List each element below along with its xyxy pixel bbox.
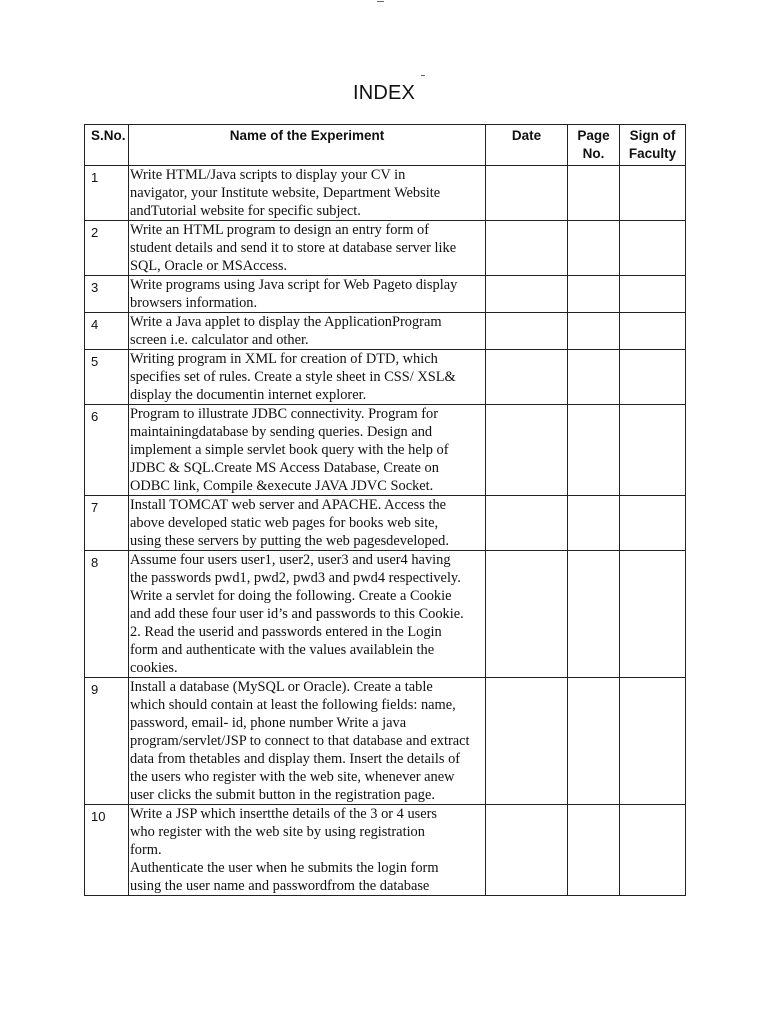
table-row: [85, 166, 686, 221]
row-serial-number: 9: [85, 678, 129, 805]
row-faculty-sign-cell: [620, 276, 686, 313]
header-sign: Sign of Faculty: [620, 125, 686, 166]
row-page-cell: [568, 678, 620, 805]
table-row: [85, 805, 686, 896]
row-date-cell: [486, 678, 568, 805]
row-serial-number: 1: [85, 166, 129, 221]
table-row: [85, 276, 686, 313]
row-experiment-name: Assume four users user1, user2, user3 and user4 having the passwords pwd1, pwd2, pwd3 and pwd4 respectively. Write a servlet for doing the following. Create a Cookie and add these four user id’s and passwords to this Cookie. 2. Read the userid and passwords entered in the Login form and authenticate with the values availablein the cookies.: [129, 551, 486, 678]
row-faculty-sign-cell: [620, 678, 686, 805]
row-faculty-sign-cell: [620, 405, 686, 496]
top-mark: [377, 1, 384, 2]
row-experiment-name: Install TOMCAT web server and APACHE. Access the above developed static web pages for books web site, using these servers by putting the web pagesdeveloped.: [129, 496, 486, 551]
table-header-row: [85, 125, 686, 166]
header-date: Date: [486, 125, 568, 166]
row-experiment-name: Write HTML/Java scripts to display your CV in navigator, your Institute website, Department Website andTutorial website for specific subject.: [129, 166, 486, 221]
table-row: [85, 350, 686, 405]
page-title: INDEX: [352, 82, 416, 104]
row-date-cell: [486, 221, 568, 276]
row-page-cell: [568, 313, 620, 350]
row-serial-number: 5: [85, 350, 129, 405]
row-date-cell: [486, 350, 568, 405]
row-experiment-name: Write a JSP which insertthe details of the 3 or 4 users who register with the web site by using registration form. Authenticate the user when he submits the login form using the user name and passwordfrom the database: [129, 805, 486, 896]
row-page-cell: [568, 551, 620, 678]
row-page-cell: [568, 405, 620, 496]
row-date-cell: [486, 405, 568, 496]
row-faculty-sign-cell: [620, 551, 686, 678]
header-sno: S.No.: [85, 125, 129, 166]
table-row: [85, 551, 686, 678]
row-date-cell: [486, 805, 568, 896]
row-date-cell: [486, 313, 568, 350]
row-serial-number: 3: [85, 276, 129, 313]
table-row: [85, 678, 686, 805]
row-date-cell: [486, 496, 568, 551]
row-page-cell: [568, 276, 620, 313]
row-date-cell: [486, 276, 568, 313]
row-serial-number: 4: [85, 313, 129, 350]
title-mark: [421, 75, 425, 76]
row-serial-number: 10: [85, 805, 129, 896]
row-serial-number: 6: [85, 405, 129, 496]
row-experiment-name: Writing program in XML for creation of DTD, which specifies set of rules. Create a style sheet in CSS/ XSL& display the documentin internet explorer.: [129, 350, 486, 405]
row-serial-number: 8: [85, 551, 129, 678]
row-serial-number: 7: [85, 496, 129, 551]
row-faculty-sign-cell: [620, 166, 686, 221]
table-row: [85, 221, 686, 276]
row-date-cell: [486, 551, 568, 678]
row-serial-number: 2: [85, 221, 129, 276]
header-page: Page No.: [568, 125, 620, 166]
row-page-cell: [568, 166, 620, 221]
row-experiment-name: Write programs using Java script for Web Pageto display browsers information.: [129, 276, 486, 313]
table-row: [85, 313, 686, 350]
row-faculty-sign-cell: [620, 350, 686, 405]
row-experiment-name: Write an HTML program to design an entry form of student details and send it to store at database server like SQL, Oracle or MSAccess.: [129, 221, 486, 276]
row-experiment-name: Program to illustrate JDBC connectivity. Program for maintainingdatabase by sending queries. Design and implement a simple servlet book query with the help of JDBC & SQL.Create MS Access Database, Create on ODBC link, Compile &execute JAVA JDVC Socket.: [129, 405, 486, 496]
row-faculty-sign-cell: [620, 221, 686, 276]
row-faculty-sign-cell: [620, 805, 686, 896]
header-name: Name of the Experiment: [129, 125, 486, 166]
row-date-cell: [486, 166, 568, 221]
table-row: [85, 496, 686, 551]
row-experiment-name: Install a database (MySQL or Oracle). Create a table which should contain at least the following fields: name, password, email- id, phone number Write a java program/servlet/JSP to connect to that database and extract data from thetables and display them. Insert the details of the users who register with the web site, whenever anew user clicks the submit button in the registration page.: [129, 678, 486, 805]
row-page-cell: [568, 496, 620, 551]
row-experiment-name: Write a Java applet to display the ApplicationProgram screen i.e. calculator and other.: [129, 313, 486, 350]
experiment-index-table: [84, 124, 686, 896]
row-faculty-sign-cell: [620, 313, 686, 350]
row-page-cell: [568, 221, 620, 276]
row-faculty-sign-cell: [620, 496, 686, 551]
table-row: [85, 405, 686, 496]
row-page-cell: [568, 805, 620, 896]
row-page-cell: [568, 350, 620, 405]
